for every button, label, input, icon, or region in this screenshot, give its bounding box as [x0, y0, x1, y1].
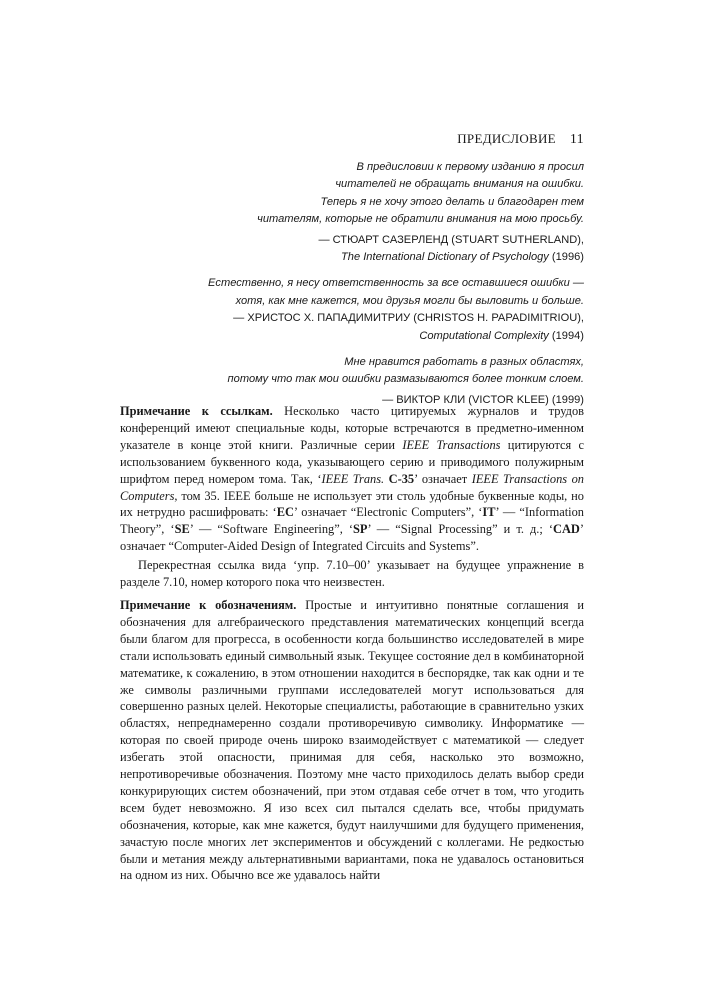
body-text: [120, 403, 584, 886]
text-run: цитируются с использованием буквенного кода, указывающего серию и приводимого полужирным шрифтом перед номером тома. Так, ‘: [120, 437, 584, 486]
notation-note-heading: Примечание к обозначениям.: [120, 597, 297, 612]
epigraph-line: читателей не обращать внимания на ошибки.: [335, 178, 584, 191]
text-run: IEEE Transactions: [402, 437, 501, 452]
epigraph-line: Естественно, я несу ответственность за все оставшиеся ошибки —: [208, 277, 584, 290]
epigraph-line: читателям, которые не обратили внимания на мою просьбу.: [257, 213, 584, 226]
text-run: C-35: [384, 471, 415, 486]
epigraph-sutherland: [160, 159, 584, 266]
text-run: ’ означает: [414, 471, 472, 486]
epigraph-author: — ХРИСТОС Х. ПАПАДИМИТРИУ (CHRISTOS H. PAPADIMITRIOU),: [233, 312, 584, 325]
epigraph-source-title: Computational Complexity: [419, 329, 549, 342]
text-run: , том 35. IEEE больше не использует эти столь удобные буквенные коды, но их нетрудно расшифровать: ‘: [120, 488, 584, 520]
text-run: ’ — “Signal Processing” и т. д.; ‘: [367, 522, 553, 537]
epigraph-source: [160, 249, 584, 266]
text-run: SE: [174, 522, 190, 537]
epigraph-line: потому что так мои ошибки размазываются более тонким слоем.: [227, 373, 584, 386]
references-note: [120, 403, 584, 555]
page-number: 11: [569, 132, 584, 147]
text-run: CAD: [553, 522, 580, 537]
text-run: EC: [276, 505, 294, 520]
references-note-heading: Примечание к ссылкам.: [120, 404, 273, 418]
epigraph-line: хотя, как мне кажется, мои друзья могли бы выловить и больше.: [235, 294, 584, 307]
epigraph-line: В предисловии к первому изданию я просил: [356, 161, 584, 173]
running-header: [120, 131, 584, 148]
epigraph-klee: [160, 354, 584, 409]
text-run: IT: [482, 505, 496, 520]
epigraph-source-year: (1996): [548, 251, 584, 264]
running-title: ПРЕДИСЛОВИЕ: [457, 131, 556, 146]
notation-note: [120, 597, 584, 884]
text-run: Несколько часто цитируемых журналов и трудов конференций имеют специальные коды, которые встречаются в предметно-именном указателе в конце этой книги. Различные серии: [120, 404, 585, 452]
text-run: IEEE Transactions on Computers: [120, 471, 584, 503]
text-run: ’ означает “Computer-Aided Design of Integrated Circuits and Systems”.: [120, 522, 584, 554]
epigraph-author: — СТЮАРТ САЗЕРЛЕНД (STUART SUTHERLAND),: [318, 233, 584, 246]
epigraph-author: — ВИКТОР КЛИ (VICTOR KLEE) (1999): [382, 393, 584, 406]
epigraph-line: Мне нравится работать в разных областях,: [344, 356, 584, 369]
epigraph-source: [160, 328, 584, 345]
epigraph-papadimitriou: [160, 275, 584, 345]
cross-reference-note: Перекрестная ссылка вида ‘упр. 7.10–00’ указывает на будущее упражнение в разделе 7.10, номер которого пока что неизвестен.: [120, 558, 584, 590]
epigraphs: [160, 159, 584, 418]
text-run: ’ — “Software Engineering”, ‘: [189, 522, 354, 537]
text-run: SP: [353, 522, 368, 537]
text-run: IEEE Trans.: [321, 471, 385, 486]
text-run: Простые и интуитивно понятные соглашения и обозначения для алгебраического представления математических концепций всегда были благом для прогресса, в особенности когда большинство исследователей в мире стали использовать единый символьный язык. Текущее состояние дел в комбинаторной математике, к сожалению, в этом отношении находится в беспорядке, так как одни и те же символы различными группами исследователей могут использоваться для совершенно разных целей. Некоторые специалисты, работающие в сравнительно узких областях, непреднамеренно создали противоречивую символику. Информатике — которая по своей природе очень широко взаимодействует с математикой — следует избегать этой опасности, принимая для себя, насколько это возможно, непротиворечивые обозначения. Поэтому мне часто приходилось делать выбор среди конкурирующих систем обозначений, при этом отдавая себе отчет в том, что угодить всем будет невозможно. Я изо всех сил пытался сделать все, чтобы придумать обозначения, которые, как мне кажется, будут наилучшими для будущего применения, зачастую после многих лет экспериментов и обсуждений с коллегами. Не редкостью были и метания между альтернативными вариантами, пока не удавалось остановиться на одном из них. Обычно все же удавалось найти: [120, 597, 584, 883]
epigraph-source-year: (1994): [548, 329, 584, 342]
epigraph-source-title: The International Dictionary of Psychology: [341, 251, 549, 264]
text-run: ’ означает “Electronic Computers”, ‘: [293, 505, 483, 520]
epigraph-line: Теперь я не хочу этого делать и благодарен тем: [320, 195, 584, 208]
text-run: ’ — “Information Theory”, ‘: [120, 505, 584, 537]
